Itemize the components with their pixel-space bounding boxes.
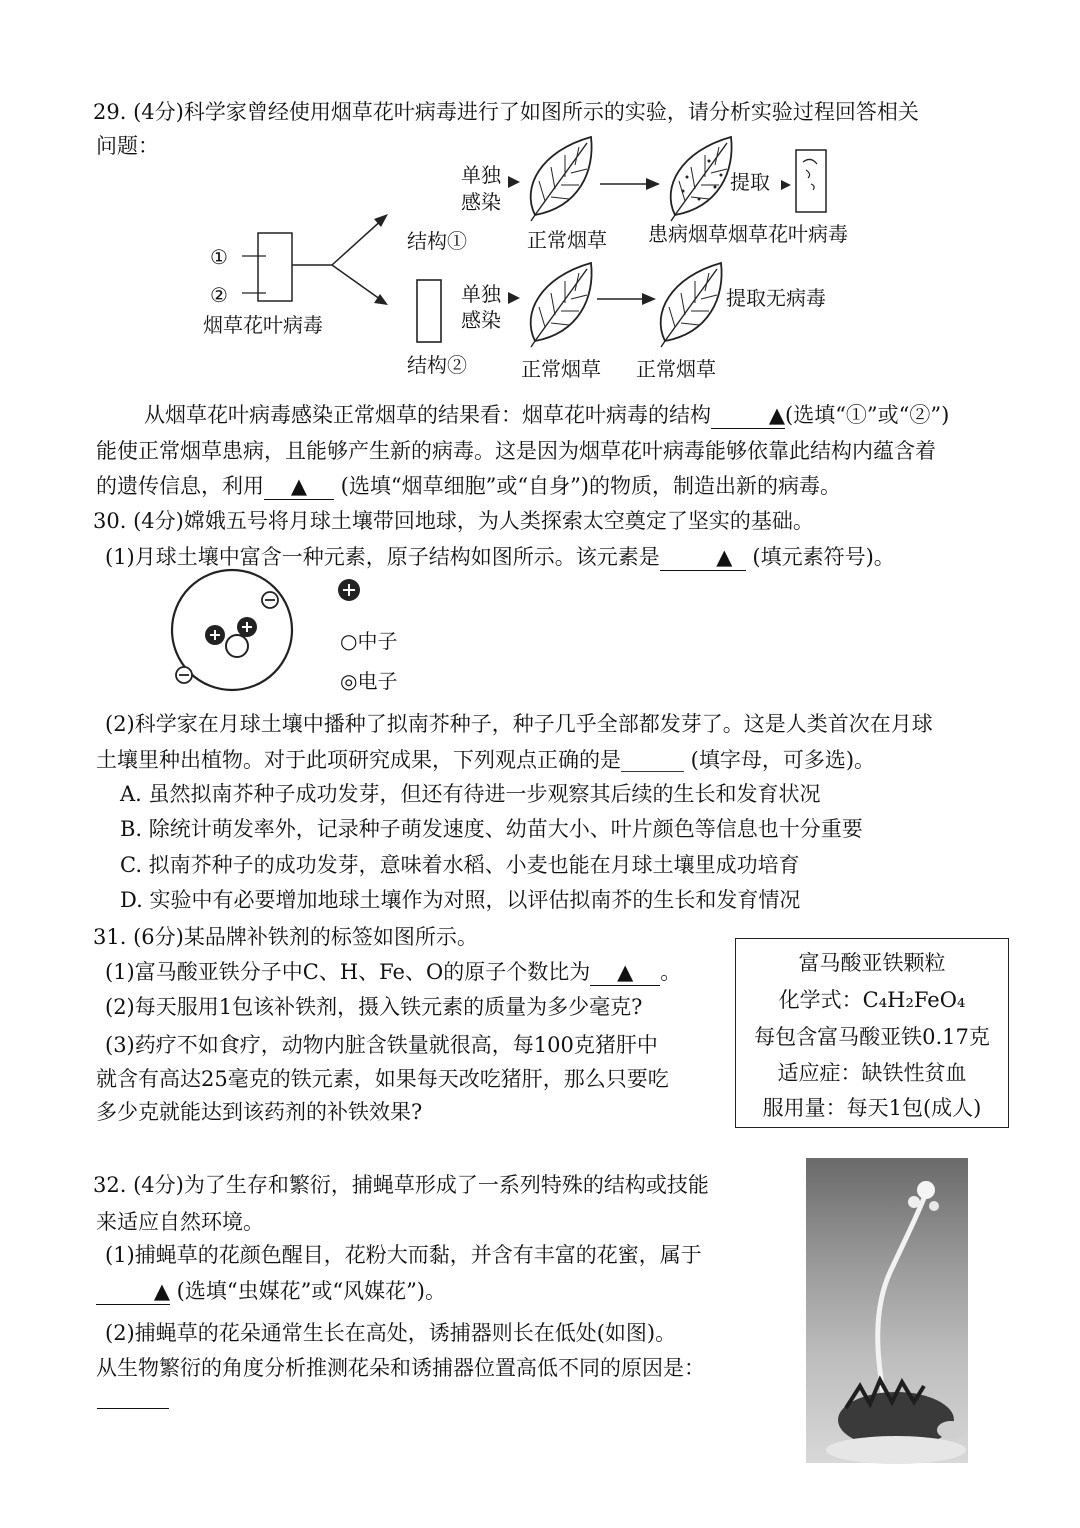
q30-line1: 30. (4分)嫦娥五号将月球土壤带回地球，为人类探索太空奠定了坚实的基础。: [93, 509, 814, 533]
atom-diagram: [160, 575, 460, 705]
neutron: [226, 635, 248, 657]
circle-1-label: ①: [210, 245, 228, 269]
venus-flytrap-photo: [806, 1158, 968, 1463]
structure2-box: [417, 280, 441, 342]
arrow-up: [332, 218, 384, 265]
label-title: 富马酸亚铁颗粒: [798, 951, 946, 975]
structure1-label: 结构①: [407, 229, 467, 253]
q29-line2: 问题：: [96, 134, 159, 158]
q31-sub1: (1)富马酸亚铁分子中C、H、Fe、O的原子个数比为 ▲ 。: [105, 960, 681, 986]
q32-sub2-line1: (2)捕蝇草的花朵通常生长在高处，诱捕器则长在低处(如图)。: [105, 1321, 677, 1345]
legend-electron: ◎电子: [340, 669, 398, 693]
leaf-normal-3: [661, 263, 722, 347]
virus-box: [258, 233, 292, 301]
q31-sub2: (2)每天服用1包该补铁剂，摄入铁元素的质量为多少毫克?: [105, 995, 643, 1019]
q30-sub2-line2: 土壤里种出植物。对于此项研究成果，下列观点正确的是______ (填字母，可多选)。: [96, 748, 876, 772]
q32-blank-1[interactable]: ▲: [96, 1279, 170, 1305]
extract-bottom: 提取无病毒: [726, 286, 826, 310]
q29-line1: 29. (4分)科学家曾经使用烟草花叶病毒进行了如图所示的实验，请分析实验过程回答相关: [93, 100, 919, 124]
infect-top-b: 感染: [461, 190, 501, 214]
legend-neutron: ○中子: [340, 629, 398, 653]
q30-option-a[interactable]: A. 虽然拟南芥种子成功发芽，但还有待进一步观察其后续的生长和发育状况: [120, 782, 821, 806]
q30-sub2-line1: (2)科学家在月球土壤中播种了拟南芥种子，种子几乎全部都发芽了。这是人类首次在月球: [105, 712, 933, 736]
leaf-diseased: [671, 137, 732, 221]
arrow-down: [332, 265, 384, 302]
q31-sub3-line1: (3)药疗不如食疗，动物内脏含铁量就很高，每100克猪肝中: [105, 1033, 658, 1057]
q29-para-line1: 从烟草花叶病毒感染正常烟草的结果看：烟草花叶病毒的结构 ▲(选填“①”或“②”): [144, 403, 949, 429]
q32-sub1-line2: ▲ (选填“虫媒花”或“风媒花”)。: [96, 1279, 446, 1305]
q31-line1: 31. (6分)某品牌补铁剂的标签如图所示。: [93, 925, 478, 949]
circle-2-label: ②: [210, 283, 228, 307]
infect-bot-a: 单独: [461, 282, 501, 306]
q30-option-d[interactable]: D. 实验中有必要增加地球土壤作为对照，以评估拟南芥的生长和发育情况: [120, 888, 801, 912]
label-indication: 适应症：缺铁性贫血: [777, 1061, 967, 1085]
infect-bot-b: 感染: [461, 308, 501, 332]
label-dosage: 服用量：每天1包(成人): [762, 1096, 982, 1120]
q30-sub1: (1)月球土壤中富含一种元素，原子结构如图所示。该元素是 ▲ (填元素符号)。: [105, 545, 895, 571]
extract-top: 提取: [730, 170, 770, 194]
infect-top-a: 单独: [461, 163, 501, 187]
q32-sub1-line1: (1)捕蝇草的花颜色醒目，花粉大而黏，并含有丰富的花蜜，属于: [105, 1243, 702, 1267]
structure2-label: 结构②: [407, 353, 467, 377]
q29-para-line3: 的遗传信息，利用 ▲ (选填“烟草细胞”或“自身”)的物质，制造出新的病毒。: [96, 474, 841, 500]
q29-blank-1[interactable]: ▲: [711, 403, 785, 429]
leaf-normal-1: [531, 137, 592, 221]
q29-blank-2[interactable]: ▲: [264, 474, 334, 500]
q32-answer-blank[interactable]: [97, 1408, 169, 1409]
q29-diagram-lines: [0, 0, 1080, 400]
normal-tobacco-1: 正常烟草: [527, 228, 607, 252]
q31-blank-1[interactable]: ▲: [590, 960, 660, 986]
supplement-label-box: [735, 938, 1009, 1128]
sick-tobacco-label: 患病烟草烟草花叶病毒: [648, 222, 848, 246]
label-content: 每包含富马酸亚铁0.17克: [754, 1025, 990, 1049]
virus-label: 烟草花叶病毒: [203, 313, 323, 337]
q31-sub3-line3: 多少克就能达到该药剂的补铁效果?: [96, 1100, 423, 1124]
q30-option-c[interactable]: C. 拟南芥种子的成功发芽，意味着水稻、小麦也能在月球土壤里成功培育: [120, 853, 800, 877]
q32-line1: 32. (4分)为了生存和繁衍，捕蝇草形成了一系列特殊的结构或技能: [93, 1173, 709, 1197]
q32-sub2-line2: 从生物繁衍的角度分析推测花朵和诱捕器位置高低不同的原因是：: [96, 1356, 705, 1380]
flytrap-illustration: [806, 1158, 968, 1463]
label-formula: 化学式：C₄H₂FeO₄: [778, 988, 966, 1012]
leaf-normal-2: [531, 263, 592, 347]
q30-option-b[interactable]: B. 除统计萌发率外，记录种子萌发速度、幼苗大小、叶片颜色等信息也十分重要: [120, 817, 863, 841]
q29-para-line2: 能使正常烟草患病，且能够产生新的病毒。这是因为烟草花叶病毒能够依靠此结构内蕴含着: [96, 439, 936, 463]
q30-blank-1[interactable]: ▲: [660, 545, 746, 571]
normal-tobacco-2: 正常烟草: [521, 357, 601, 381]
q32-line2: 来适应自然环境。: [96, 1210, 264, 1234]
normal-tobacco-3: 正常烟草: [636, 357, 716, 381]
q31-sub3-line2: 就含有高达25毫克的铁元素，如果每天改吃猪肝，那么只要吃: [96, 1067, 669, 1091]
